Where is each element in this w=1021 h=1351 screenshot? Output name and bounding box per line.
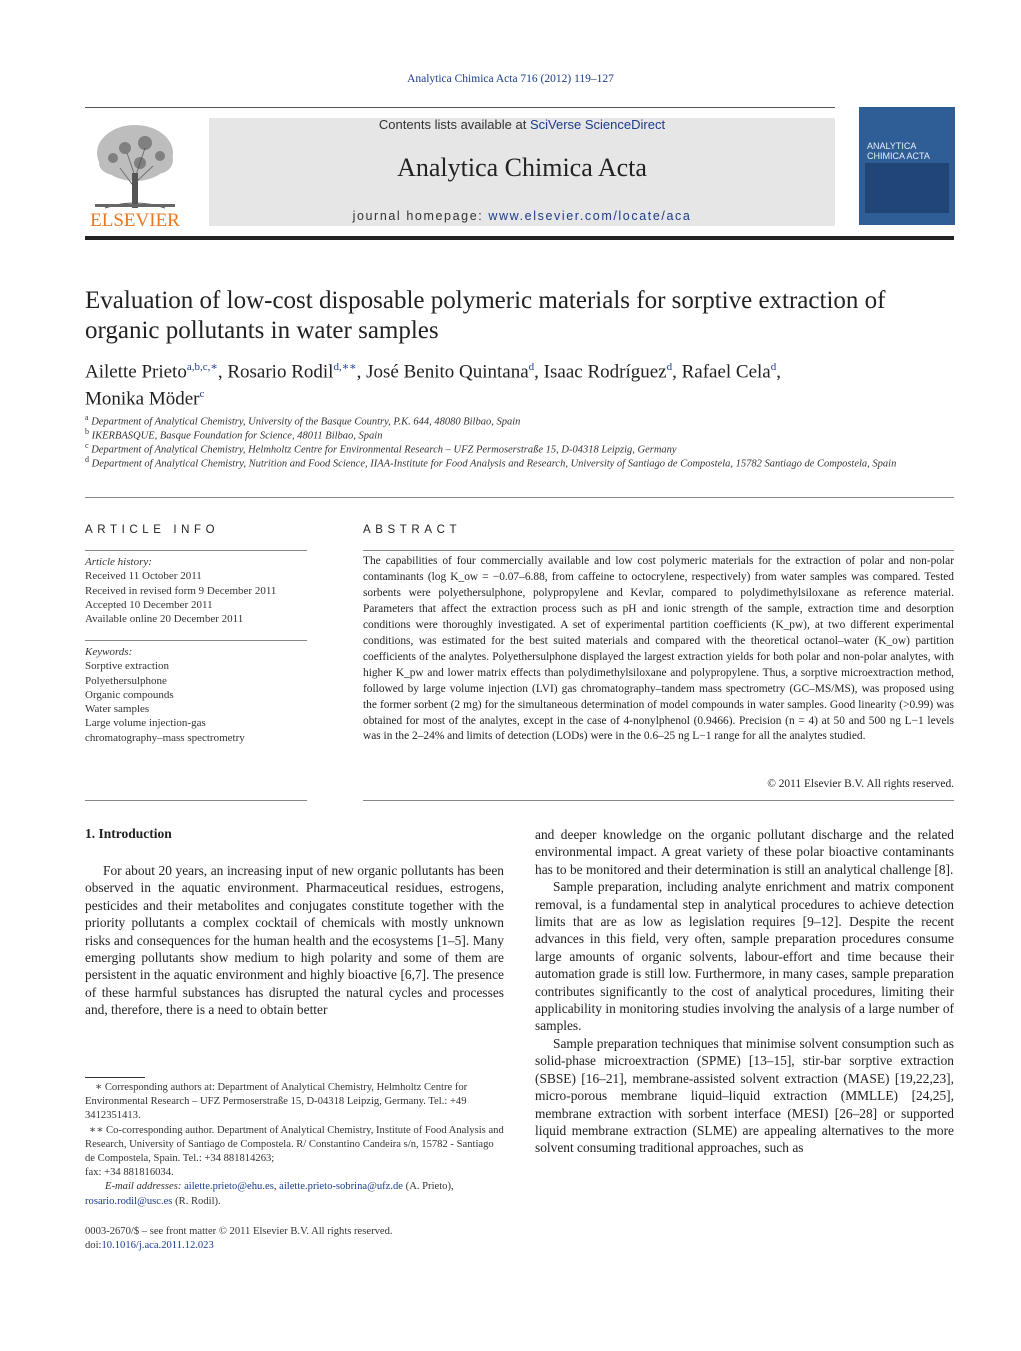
keyword: Polyethersulphone — [85, 674, 167, 687]
abstract-bottom-divider — [363, 800, 954, 801]
keywords-divider — [85, 640, 307, 641]
cover-image — [865, 163, 949, 213]
homepage-prefix: journal homepage: — [352, 209, 489, 223]
footnote-corresponding: ∗ Corresponding authors at: Department of Analytical Chemistry, Helmholtz Centre for Environmental Research – UFZ Permoserstraße 15, D-04318 Leipzig, Germany. Tel.: +49 3412351413. — [85, 1082, 468, 1122]
cover-title: ANALYTICA CHIMICA ACTA — [867, 141, 930, 161]
keywords-block — [85, 645, 310, 745]
elsevier-tree-icon — [85, 118, 185, 230]
paragraph: and deeper knowledge on the organic pollutant discharge and the related environmental impact. A great variety of these polar bioactive contaminants has to be monitored and their determination is still an analytical challenge [8]. — [535, 827, 954, 877]
sciencedirect-link[interactable]: SciVerse ScienceDirect — [529, 117, 666, 132]
email-note: (A. Prieto), — [405, 1181, 454, 1193]
elsevier-logo — [85, 118, 185, 230]
abstract-divider — [363, 550, 954, 551]
author-affiliation-marker[interactable]: c — [199, 388, 205, 401]
info-bottom-divider — [85, 800, 307, 801]
doi-prefix: doi: — [85, 1240, 102, 1252]
email-link[interactable]: ailette.prieto-sobrina@ufz.de — [279, 1181, 404, 1193]
author-affiliation-marker[interactable]: d — [770, 361, 777, 373]
keywords-label: Keywords: — [85, 646, 133, 658]
author-affiliation-marker[interactable]: d — [666, 361, 673, 373]
journal-reference[interactable]: Analytica Chimica Acta 716 (2012) 119–127 — [407, 73, 614, 85]
footnotes — [85, 1081, 504, 1209]
author-affiliation-marker[interactable]: d — [528, 361, 535, 373]
author-affiliation-marker[interactable]: a,b,c,∗ — [186, 361, 218, 373]
doi-link[interactable]: 10.1016/j.aca.2011.12.023 — [101, 1240, 214, 1252]
author-separator: , — [534, 361, 544, 383]
keyword: Sorptive extraction — [85, 660, 170, 673]
history-label: Article history: — [85, 556, 152, 568]
masthead-thick-rule — [85, 236, 954, 240]
keyword: Organic compounds — [85, 688, 174, 701]
article-info-divider — [85, 550, 307, 551]
contents-line — [209, 117, 835, 132]
author-separator: , — [776, 361, 781, 383]
affiliation-d: $^d$ Department of Analytical Chemistry, Nutrition and Food Science, IIAA-Institute for Food Analysis and Research, University of Santiago de Compostela, 15782 Santiago de Compostela, Spain — [85, 455, 897, 470]
author-name: Rafael Cela — [681, 361, 771, 383]
abstract-copyright: © 2011 Elsevier B.V. All rights reserved. — [767, 778, 954, 790]
abstract-heading: ABSTRACT — [363, 524, 462, 536]
history-item: Received in revised form 9 December 2011 — [85, 584, 277, 597]
footnote-emails: E-mail addresses: ailette.prieto@ehu.es, ailette.prieto-sobrina@ufz.de (A. Prieto), — [105, 1181, 454, 1193]
doi-line — [85, 1239, 504, 1253]
section-heading-introduction: 1. Introduction — [85, 826, 172, 841]
keyword: Large volume injection-gas — [85, 717, 206, 730]
journal-title: Analytica Chimica Acta — [397, 153, 647, 182]
author-list — [85, 356, 955, 411]
right-column — [535, 826, 954, 1157]
author-separator: , — [672, 361, 682, 383]
author-separator: , — [356, 361, 367, 383]
paragraph: Sample preparation techniques that minimise solvent consumption such as solid-phase microextraction (SPME) [13–15], stir-bar sorptive extraction (SBSE) [16–21], membrane-assisted solvent extraction (MASE) [19,22,23], micro-porous membrane liquid–liquid extraction (MMLLE) [24,25], membrane extraction with sorbent interface (MESI) [26–28] or supported liquid membrane extraction (SLME) are appealing alternatives to the more solvent consuming traditional approaches, such as — [535, 1035, 954, 1156]
contents-prefix: Contents lists available at — [378, 117, 530, 132]
article-history — [85, 555, 310, 626]
email-label: E-mail addresses: — [105, 1181, 182, 1193]
email-note: (R. Rodil). — [175, 1195, 221, 1207]
keyword: Water samples — [85, 703, 150, 716]
affiliation-c: $^c$ Department of Analytical Chemistry, Helmholtz Centre for Environmental Research – UFZ Permoserstraße 15, D-04318 Leipzig, Germany — [85, 441, 677, 456]
author-separator: , — [217, 361, 228, 383]
left-column — [85, 862, 504, 1019]
author-name: Monika Möder — [85, 388, 200, 410]
history-item: Received 11 October 2011 — [85, 570, 202, 583]
article-title: Evaluation of low-cost disposable polymeric materials for sorptive extraction of organic pollutants in water samples — [85, 287, 886, 344]
footnote-divider — [85, 1077, 145, 1078]
abstract-text: The capabilities of four commercially available and low cost polymeric materials for the extraction of polar and non-polar contaminants (log K_ow = −0.07–6.88, from caffeine to octocrylene, respectively) from water samples was compared. Tested sorbents were polyethersulphone, polypropylene and Kevlar, compared to polydimethylsiloxane as reference material. Parameters that affect the extraction process such as pH and ionic strength of the sample, extraction time and desorption conditions were thoroughly investigated. A set of experimental partition coefficients (K_pw), at two different experimental conditions, was estimated for the best suited materials and compared with the theoretical octanol–water (K_ow) partition coefficients of the analytes. Polyethersulphone displayed the largest extraction yields for both polar and non-polar analytes, with higher K_pw and lower matrix effects than polydimethylsiloxane and polypropylene. Thus, a sorptive microextraction method, followed by large volume injection (LVI) gas chromatography–tandem mass spectrometry (GC–MS/MS), was proposed using the former sorbent (2 mg) for the simultaneous determination of model compounds in water samples. Good linearity (>0.99) was obtained for most of the analytes, except in the case of 4-nonylphenol (0.9466). Precision (n = 4) at 50 and 500 ng L−1 levels was in the 2–24% and limits of detection (LODs) were in the 0.6–25 ng L−1 range for all the analytes studied. — [363, 555, 954, 743]
history-item: Accepted 10 December 2011 — [85, 598, 213, 611]
homepage-line — [209, 209, 835, 223]
author-name: Ailette Prieto — [85, 361, 187, 383]
article-info-heading: ARTICLE INFO — [85, 524, 220, 536]
author-name: Rosario Rodil — [227, 361, 334, 383]
publisher-wordmark: ELSEVIER — [90, 210, 180, 230]
author-name: Isaac Rodríguez — [543, 361, 667, 383]
header-divider — [85, 107, 835, 108]
footnote-co-corresponding: ∗∗ Co-corresponding author. Department of Analytical Chemistry, Institute of Food Analysis and Research, University of Santiago de Compostela. R/ Constantino Candeira s/n, 15782 - Santiago de Compostela, Spain. Tel.: +34 881814263; — [85, 1124, 504, 1165]
history-item: Available online 20 December 2011 — [85, 613, 244, 626]
email-link[interactable]: ailette.prieto@ehu.es — [184, 1181, 274, 1193]
affiliation-b: $^b$ IKERBASQUE, Basque Foundation for Science, 48011 Bilbao, Spain — [85, 427, 383, 442]
author-affiliation-marker[interactable]: d,∗∗ — [333, 361, 357, 373]
front-matter — [85, 1225, 504, 1253]
journal-cover-thumbnail — [859, 107, 955, 225]
homepage-link[interactable]: www.elsevier.com/locate/aca — [488, 209, 692, 223]
author-name: José Benito Quintana — [366, 361, 529, 383]
footnote-emails-cont — [85, 1195, 504, 1209]
affiliation-divider — [85, 497, 954, 498]
affiliation-a: $^a$ Department of Analytical Chemistry, University of the Basque Country, P.K. 644, 48080 Bilbao, Spain — [85, 413, 521, 428]
paragraph: For about 20 years, an increasing input of new organic pollutants has been observed in the aquatic environment. Pharmaceutical residues, estrogens, pesticides and their metabolites and conjugates constitute together with the priority pollutants a complex cocktail of chemicals with mostly unknown risks and consequences for the human health and the ecosystems [1–5]. Many emerging pollutants show medium to high polarity and some of them are persistent in the aquatic environment and highly bioactive [6,7]. The presence of these harmful substances has disrupted the natural cycles and processes and, therefore, there is a need to obtain better — [85, 863, 504, 1018]
paragraph: Sample preparation, including analyte enrichment and matrix component removal, is a fundamental step in analytical procedures to achieve detection limits that are as low as legislation requires [9–12]. Despite the recent advances in this field, very often, sample preparation procedures consume large amounts of organic solvents, labour-effort and time because their automation grade is still low. Furthermore, in many cases, sample preparation contributes significantly to the cost of analytical procedures, limiting their applicability in monitoring studies involving the analysis of a large number of samples. — [535, 879, 954, 1034]
email-link[interactable]: rosario.rodil@usc.es — [85, 1195, 173, 1207]
issn-line: 0003-2670/$ – see front matter © 2011 Elsevier B.V. All rights reserved. — [85, 1226, 393, 1237]
footnote-fax: fax: +34 881816034. — [85, 1167, 174, 1179]
keyword: chromatography–mass spectrometry — [85, 731, 245, 744]
